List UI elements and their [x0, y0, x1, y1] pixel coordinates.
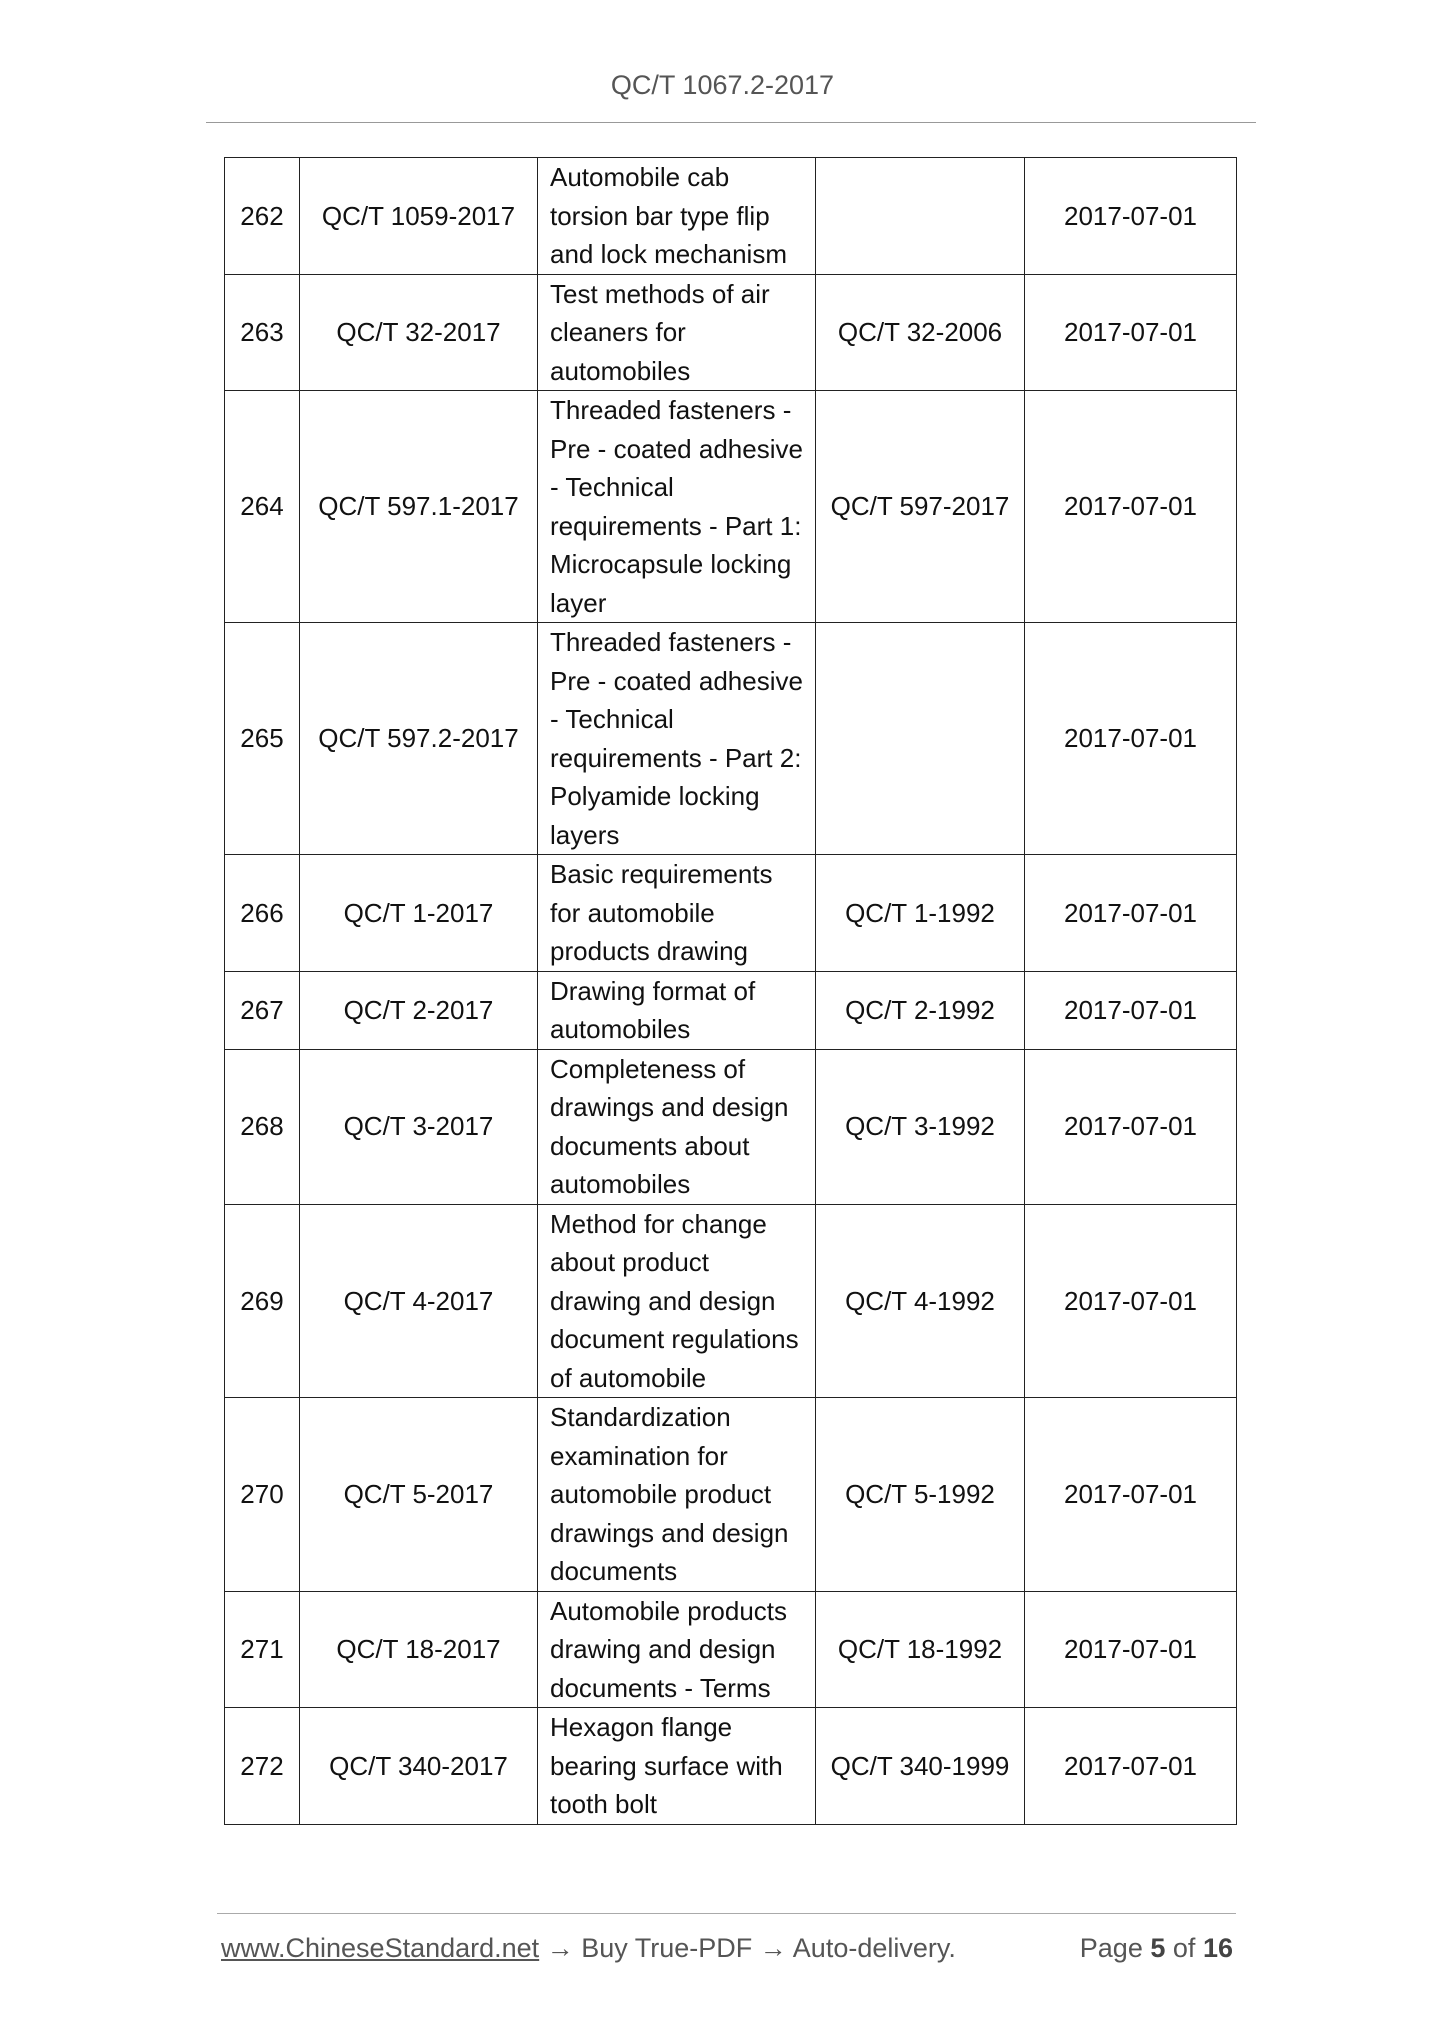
replaced-standard-cell: QC/T 340-1999 [816, 1708, 1025, 1825]
standard-name-cell [538, 391, 816, 623]
website-link[interactable]: www.ChineseStandard.net [221, 1933, 540, 1963]
serial-number-cell: 271 [225, 1591, 300, 1708]
page-of-label: of [1172, 1933, 1196, 1963]
standard-code-cell: QC/T 1-2017 [300, 855, 538, 972]
serial-number-cell: 267 [225, 971, 300, 1049]
standard-name-text: Hexagon flange bearing surface with tooth bolt [550, 1712, 783, 1819]
implementation-date-cell: 2017-07-01 [1025, 1398, 1237, 1592]
replaced-standard-cell [816, 623, 1025, 855]
standard-name-cell [538, 855, 816, 972]
standard-code-cell: QC/T 3-2017 [300, 1049, 538, 1204]
implementation-date-cell: 2017-07-01 [1025, 855, 1237, 972]
implementation-date-cell: 2017-07-01 [1025, 623, 1237, 855]
table-row [225, 1204, 1237, 1398]
replaced-standard-cell: QC/T 4-1992 [816, 1204, 1025, 1398]
serial-number-cell: 268 [225, 1049, 300, 1204]
table-row [225, 623, 1237, 855]
table-row [225, 1049, 1237, 1204]
page-label: Page [1079, 1933, 1143, 1963]
replaced-standard-cell: QC/T 2-1992 [816, 971, 1025, 1049]
table-row [225, 855, 1237, 972]
implementation-date-cell: 2017-07-01 [1025, 391, 1237, 623]
footer-divider [217, 1913, 1236, 1914]
standard-name-cell [538, 158, 816, 275]
standard-name-text: Automobile cab torsion bar type flip and lock mechanism [550, 162, 787, 269]
implementation-date-cell: 2017-07-01 [1025, 1204, 1237, 1398]
serial-number-cell: 270 [225, 1398, 300, 1592]
page-number [1080, 1933, 1233, 1964]
standard-name-text: Standardization examination for automobile product drawings and design documents [550, 1402, 789, 1586]
standard-code-cell: QC/T 5-2017 [300, 1398, 538, 1592]
standard-code-cell: QC/T 597.1-2017 [300, 391, 538, 623]
serial-number-cell: 264 [225, 391, 300, 623]
standards-table [224, 157, 1237, 1825]
serial-number-cell: 266 [225, 855, 300, 972]
standard-name-text: Drawing format of automobiles [550, 975, 756, 1044]
standard-code-cell: QC/T 2-2017 [300, 971, 538, 1049]
standard-name-cell [538, 1708, 816, 1825]
standard-code-cell: QC/T 18-2017 [300, 1591, 538, 1708]
standard-name-cell [538, 623, 816, 855]
replaced-standard-cell [816, 158, 1025, 275]
arrow-right-icon: → [546, 1933, 574, 1963]
serial-number-cell: 262 [225, 158, 300, 275]
standard-name-cell [538, 1398, 816, 1592]
standard-name-text: Test methods of air cleaners for automobiles [550, 278, 770, 386]
standard-name-text: Basic requirements for automobile products drawing [550, 859, 773, 966]
implementation-date-cell: 2017-07-01 [1025, 971, 1237, 1049]
standard-code-cell: QC/T 4-2017 [300, 1204, 538, 1398]
page-footer [221, 1933, 1233, 1973]
footer-step-buy: Buy True-PDF [581, 1933, 753, 1963]
table-row [225, 1591, 1237, 1708]
replaced-standard-cell: QC/T 3-1992 [816, 1049, 1025, 1204]
standard-code-cell: QC/T 340-2017 [300, 1708, 538, 1825]
standard-name-cell [538, 1049, 816, 1204]
implementation-date-cell: 2017-07-01 [1025, 158, 1237, 275]
standard-code-cell: QC/T 1059-2017 [300, 158, 538, 275]
implementation-date-cell: 2017-07-01 [1025, 274, 1237, 391]
implementation-date-cell: 2017-07-01 [1025, 1049, 1237, 1204]
standard-name-cell [538, 274, 816, 391]
serial-number-cell: 269 [225, 1204, 300, 1398]
standard-name-text: Method for change about product drawing and design document regulations of automobile [550, 1208, 799, 1393]
table-row [225, 1398, 1237, 1592]
standard-name-text: Automobile products drawing and design documents - Terms [550, 1595, 788, 1703]
table-row [225, 971, 1237, 1049]
standard-name-cell [538, 1204, 816, 1398]
replaced-standard-cell: QC/T 597-2017 [816, 391, 1025, 623]
table-row [225, 391, 1237, 623]
page-current: 5 [1150, 1933, 1166, 1963]
table-row [225, 274, 1237, 391]
replaced-standard-cell: QC/T 32-2006 [816, 274, 1025, 391]
standard-name-text: Threaded fasteners - Pre - coated adhesive - Technical requirements - Part 2: Polyamide locking layers [550, 627, 803, 850]
page-total: 16 [1202, 1933, 1233, 1963]
implementation-date-cell: 2017-07-01 [1025, 1708, 1237, 1825]
standard-name-text: Completeness of drawings and design documents about automobiles [550, 1053, 789, 1199]
standard-name-text: Threaded fasteners - Pre - coated adhesive - Technical requirements - Part 1: Microcapsule locking layer [550, 395, 803, 618]
footer-step-delivery: Auto-delivery. [792, 1933, 956, 1963]
standard-code-cell: QC/T 32-2017 [300, 274, 538, 391]
standard-name-cell [538, 1591, 816, 1708]
table-row [225, 1708, 1237, 1825]
footer-promo [221, 1933, 956, 1964]
standard-name-cell [538, 971, 816, 1049]
replaced-standard-cell: QC/T 5-1992 [816, 1398, 1025, 1592]
table-row [225, 158, 1237, 275]
serial-number-cell: 263 [225, 274, 300, 391]
serial-number-cell: 265 [225, 623, 300, 855]
header-divider [206, 122, 1256, 123]
serial-number-cell: 272 [225, 1708, 300, 1825]
page-header-title: QC/T 1067.2-2017 [610, 70, 835, 100]
replaced-standard-cell: QC/T 1-1992 [816, 855, 1025, 972]
replaced-standard-cell: QC/T 18-1992 [816, 1591, 1025, 1708]
implementation-date-cell: 2017-07-01 [1025, 1591, 1237, 1708]
arrow-right-icon: → [759, 1933, 787, 1963]
standard-code-cell: QC/T 597.2-2017 [300, 623, 538, 855]
